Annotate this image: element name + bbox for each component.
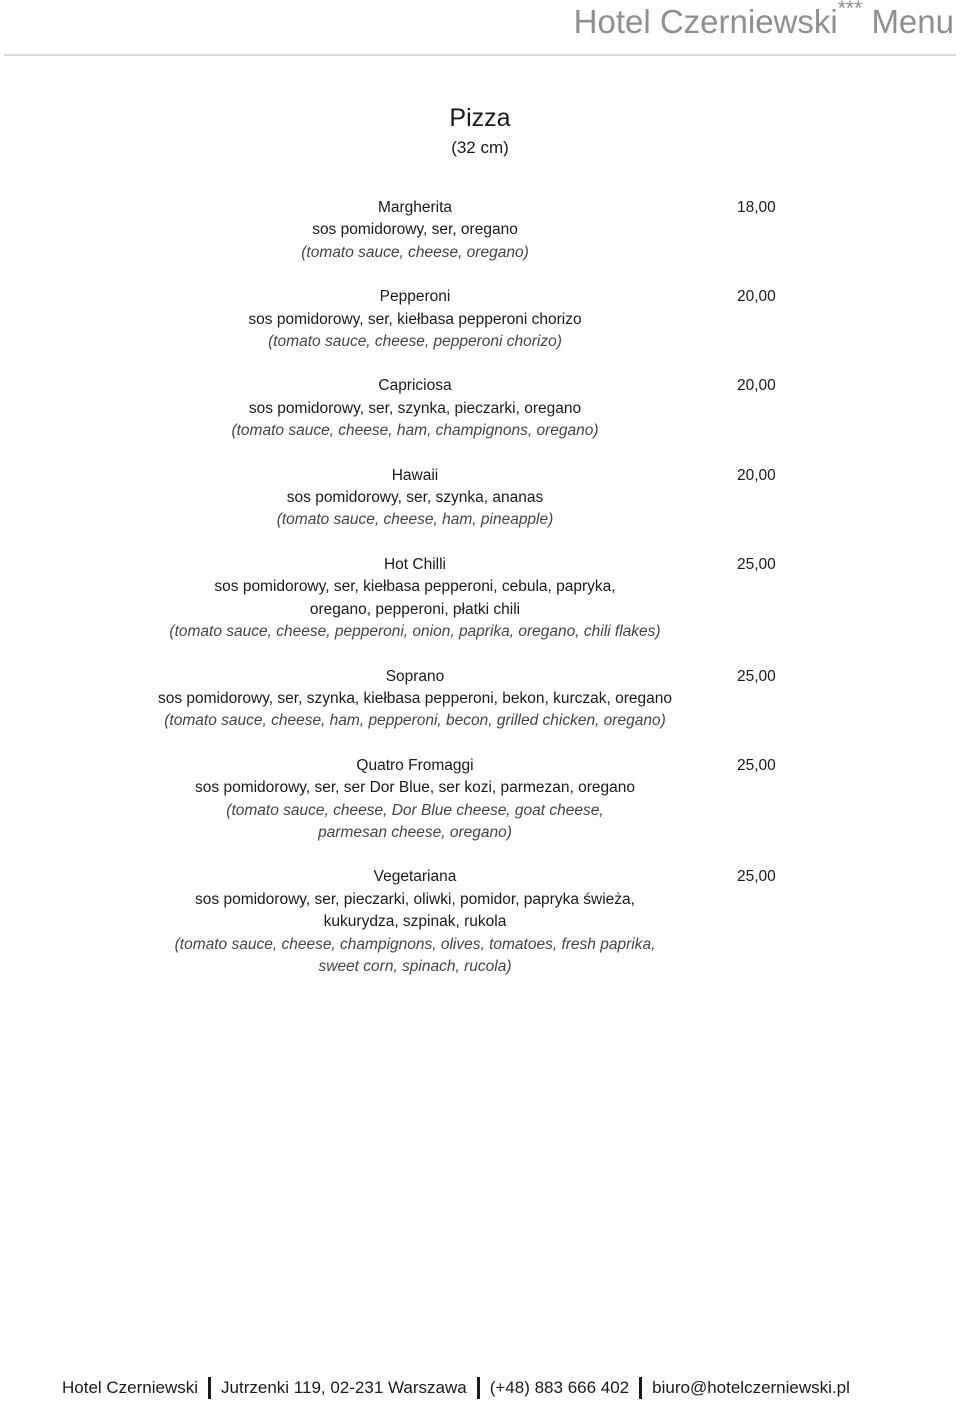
menu-item-ingredients-pl: sos pomidorowy, ser, ser Dor Blue, ser kozi, parmezan, oregano (195, 779, 635, 797)
section-subtitle: (32 cm) (451, 138, 509, 157)
footer-separator (639, 1377, 642, 1399)
menu-item-name: Vegetariana (373, 868, 457, 886)
menu-item-ingredients-en: (tomato sauce, cheese, champignons, olives, tomatoes, fresh paprika, (174, 935, 656, 953)
footer-hotel-name: Hotel Czerniewski (62, 1378, 199, 1397)
menu-item-description (0, 465, 830, 532)
menu-item-ingredients-en: sweet corn, spinach, rucola) (318, 957, 512, 975)
menu-item-ingredients-en: (tomato sauce, cheese, Dor Blue cheese, goat cheese, (226, 801, 604, 819)
menu-item-ingredients-en: (tomato sauce, cheese, ham, pineapple) (276, 511, 554, 529)
menu-item-description (0, 286, 830, 353)
footer-separator (477, 1377, 480, 1399)
menu-item-name: Capriciosa (378, 377, 452, 395)
menu-item-ingredients-pl: sos pomidorowy, ser, oregano (312, 221, 518, 239)
footer-phone: (+48) 883 666 402 (489, 1378, 630, 1397)
menu-item-ingredients-pl: sos pomidorowy, ser, kiełbasa pepperoni, cebula, papryka, (214, 578, 616, 596)
menu-item (0, 554, 960, 644)
menu-item-price: 25,00 (737, 555, 776, 573)
hotel-name: Hotel Czerniewski (573, 3, 838, 40)
menu-item-ingredients-pl: sos pomidorowy, ser, szynka, ananas (286, 489, 544, 507)
hotel-stars: *** (837, 0, 863, 20)
menu-item-description (0, 755, 830, 845)
menu-item-ingredients-pl: sos pomidorowy, ser, szynka, pieczarki, oregano (248, 399, 582, 417)
footer-email: biuro@hotelczerniewski.pl (652, 1378, 850, 1397)
menu-item (0, 465, 960, 532)
menu-item-price: 18,00 (737, 199, 776, 216)
menu-item-description (0, 375, 830, 442)
section-title: Pizza (449, 104, 511, 132)
menu-item-description (0, 666, 830, 733)
menu-item (0, 666, 960, 733)
menu-item-price: 25,00 (737, 868, 776, 886)
menu-item-name: Hot Chilli (383, 555, 446, 573)
menu-item-price: 20,00 (737, 288, 776, 306)
menu-item-ingredients-pl: sos pomidorowy, ser, pieczarki, oliwki, pomidor, papryka świeża, (195, 890, 635, 908)
menu-item-price: 25,00 (737, 756, 776, 774)
menu-item-price: 20,00 (737, 466, 776, 484)
menu-list (0, 197, 960, 1000)
menu-word: Menu (871, 3, 954, 40)
menu-item-name: Pepperoni (379, 288, 451, 306)
footer-separator (208, 1377, 211, 1399)
menu-item (0, 866, 960, 978)
menu-item (0, 375, 960, 442)
menu-item-name: Margherita (377, 199, 453, 216)
menu-item-name: Quatro Fromaggi (356, 756, 474, 774)
menu-item-description (0, 197, 830, 264)
menu-item (0, 755, 960, 845)
header-divider (4, 54, 956, 56)
menu-item-ingredients-en: (tomato sauce, cheese, oregano) (301, 243, 529, 261)
menu-item-ingredients-en: (tomato sauce, cheese, ham, champignons, oregano) (231, 422, 599, 440)
menu-item-ingredients-en: parmesan cheese, oregano) (318, 823, 512, 841)
menu-item-description (0, 866, 830, 978)
menu-item-price: 20,00 (737, 377, 776, 395)
menu-item (0, 286, 960, 353)
page-footer (62, 1376, 850, 1400)
menu-item-name: Soprano (385, 667, 445, 685)
menu-item-ingredients-en: (tomato sauce, cheese, ham, pepperoni, becon, grilled chicken, oregano) (164, 712, 666, 730)
menu-item-ingredients-en: (tomato sauce, cheese, pepperoni, onion, paprika, oregano, chili flakes) (169, 623, 661, 641)
menu-item (0, 197, 960, 264)
menu-item-ingredients-en: (tomato sauce, cheese, pepperoni chorizo) (268, 333, 562, 351)
menu-item-ingredients-pl: sos pomidorowy, ser, szynka, kiełbasa pepperoni, bekon, kurczak, oregano (157, 689, 673, 707)
menu-item-name: Hawaii (391, 466, 439, 484)
menu-item-description (0, 554, 830, 644)
menu-item-ingredients-pl: kukurydza, szpinak, rukola (323, 913, 507, 931)
menu-item-ingredients-pl: sos pomidorowy, ser, kiełbasa pepperoni chorizo (248, 310, 582, 328)
menu-item-ingredients-pl: oregano, pepperoni, płatki chili (309, 600, 521, 618)
footer-address: Jutrzenki 119, 02-231 Warszawa (221, 1378, 467, 1397)
page-header (574, 0, 954, 50)
menu-item-price: 25,00 (737, 667, 776, 685)
